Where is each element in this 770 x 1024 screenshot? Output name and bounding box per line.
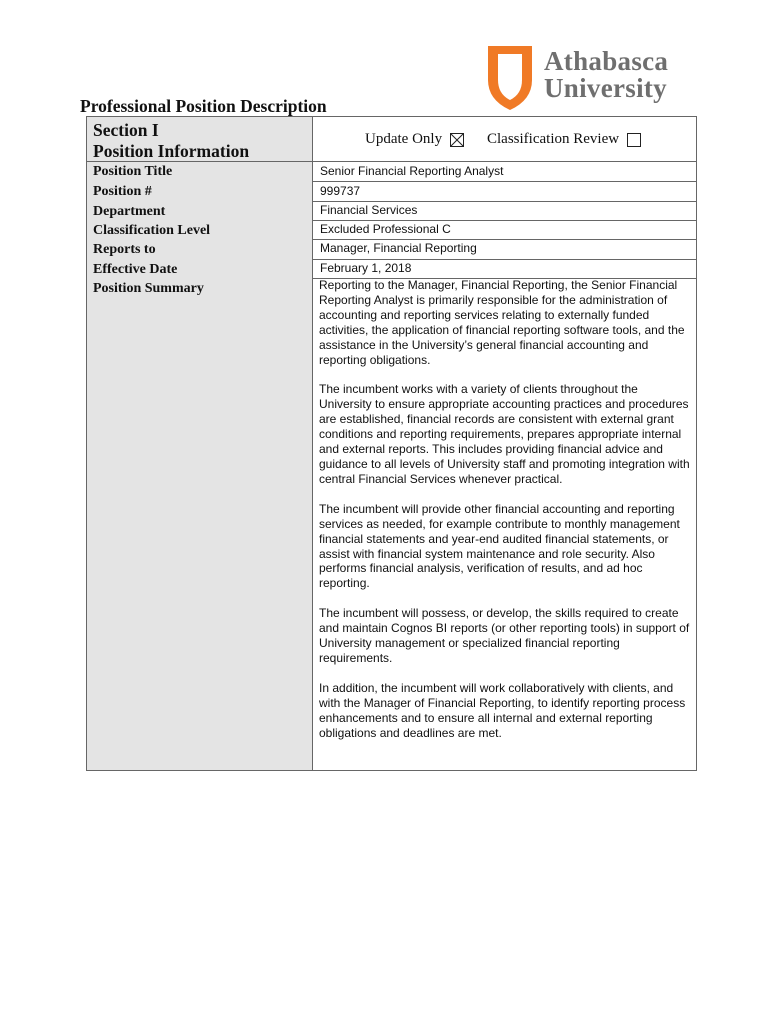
section-name: Position Information xyxy=(93,141,250,161)
field-value-position-title[interactable]: Senior Financial Reporting Analyst xyxy=(320,164,504,178)
update-only-label: Update Only xyxy=(365,131,443,147)
classification-review-checkbox[interactable] xyxy=(627,133,641,147)
summary-paragraph: The incumbent works with a variety of clients throughout the University to ensure appropriate accounting practices and procedures are established, financial records are consistent with external grant conditions and reporting requirements, prepares appropriate internal and external reports. This includes providing financial advice and guidance to all levels of University staff and promoting integration with central Financial Services whenever practical. xyxy=(319,382,690,486)
field-value-reports-to[interactable]: Manager, Financial Reporting xyxy=(320,241,477,255)
summary-paragraph: The incumbent will provide other financial accounting and reporting services as needed, for example contribute to monthly management financial statements and year-end audited financial statements, or assist with financial system maintenance and role security. Also performs financial analysis, verification of results, and ad hoc reporting. xyxy=(319,501,680,591)
update-only-option[interactable] xyxy=(365,131,464,148)
document-title: Professional Position Description xyxy=(80,96,327,116)
divider xyxy=(313,220,696,221)
checkmark-x-icon xyxy=(451,134,463,146)
field-label-classification-level: Classification Level xyxy=(93,223,211,238)
shield-icon xyxy=(486,44,534,112)
logo-line1: Athabasca xyxy=(544,46,669,76)
field-label-reports-to: Reports to xyxy=(93,242,156,257)
summary-paragraph: The incumbent will possess, or develop, the skills required to create and maintain Cognos BI reports (or other reporting tools) in support of University management or specialized financial reporting requirements. xyxy=(319,606,690,665)
position-summary-text[interactable] xyxy=(319,278,693,755)
field-value-position-number[interactable]: 999737 xyxy=(320,184,361,198)
field-label-position-number: Position # xyxy=(93,184,152,199)
summary-paragraph: Reporting to the Manager, Financial Reporting, the Senior Financial Reporting Analyst is primarily responsible for the administration of accounting and reporting services relating to externally funded activities, the application of financial reporting software tools, and the assistance in the University’s general financial accounting and reporting obligations. xyxy=(319,278,685,367)
summary-paragraph: In addition, the incumbent will work collaboratively with clients, and with the Manager of Financial Reporting, to identify reporting process enhancements and to ensure all internal and external reporting obligations and deadlines are met. xyxy=(319,680,686,740)
field-label-department: Department xyxy=(93,204,166,219)
divider xyxy=(313,181,696,182)
section-number: Section I xyxy=(93,120,159,140)
divider xyxy=(87,161,696,162)
divider xyxy=(313,201,696,202)
field-label-position-summary: Position Summary xyxy=(93,281,204,296)
logo-text xyxy=(544,48,668,102)
classification-review-option[interactable] xyxy=(487,131,641,148)
review-type-options xyxy=(313,117,696,161)
athabasca-logo xyxy=(486,44,676,114)
field-label-position-title: Position Title xyxy=(93,164,173,179)
field-value-classification-level[interactable]: Excluded Professional C xyxy=(320,222,451,236)
divider xyxy=(313,259,696,260)
logo-line2: University xyxy=(544,73,667,103)
update-only-checkbox[interactable] xyxy=(450,133,464,147)
section-heading xyxy=(93,120,249,162)
divider xyxy=(313,239,696,240)
field-value-effective-date[interactable]: February 1, 2018 xyxy=(320,261,412,275)
field-label-effective-date: Effective Date xyxy=(93,262,178,277)
classification-review-label: Classification Review xyxy=(487,131,620,147)
field-value-department[interactable]: Financial Services xyxy=(320,203,418,217)
